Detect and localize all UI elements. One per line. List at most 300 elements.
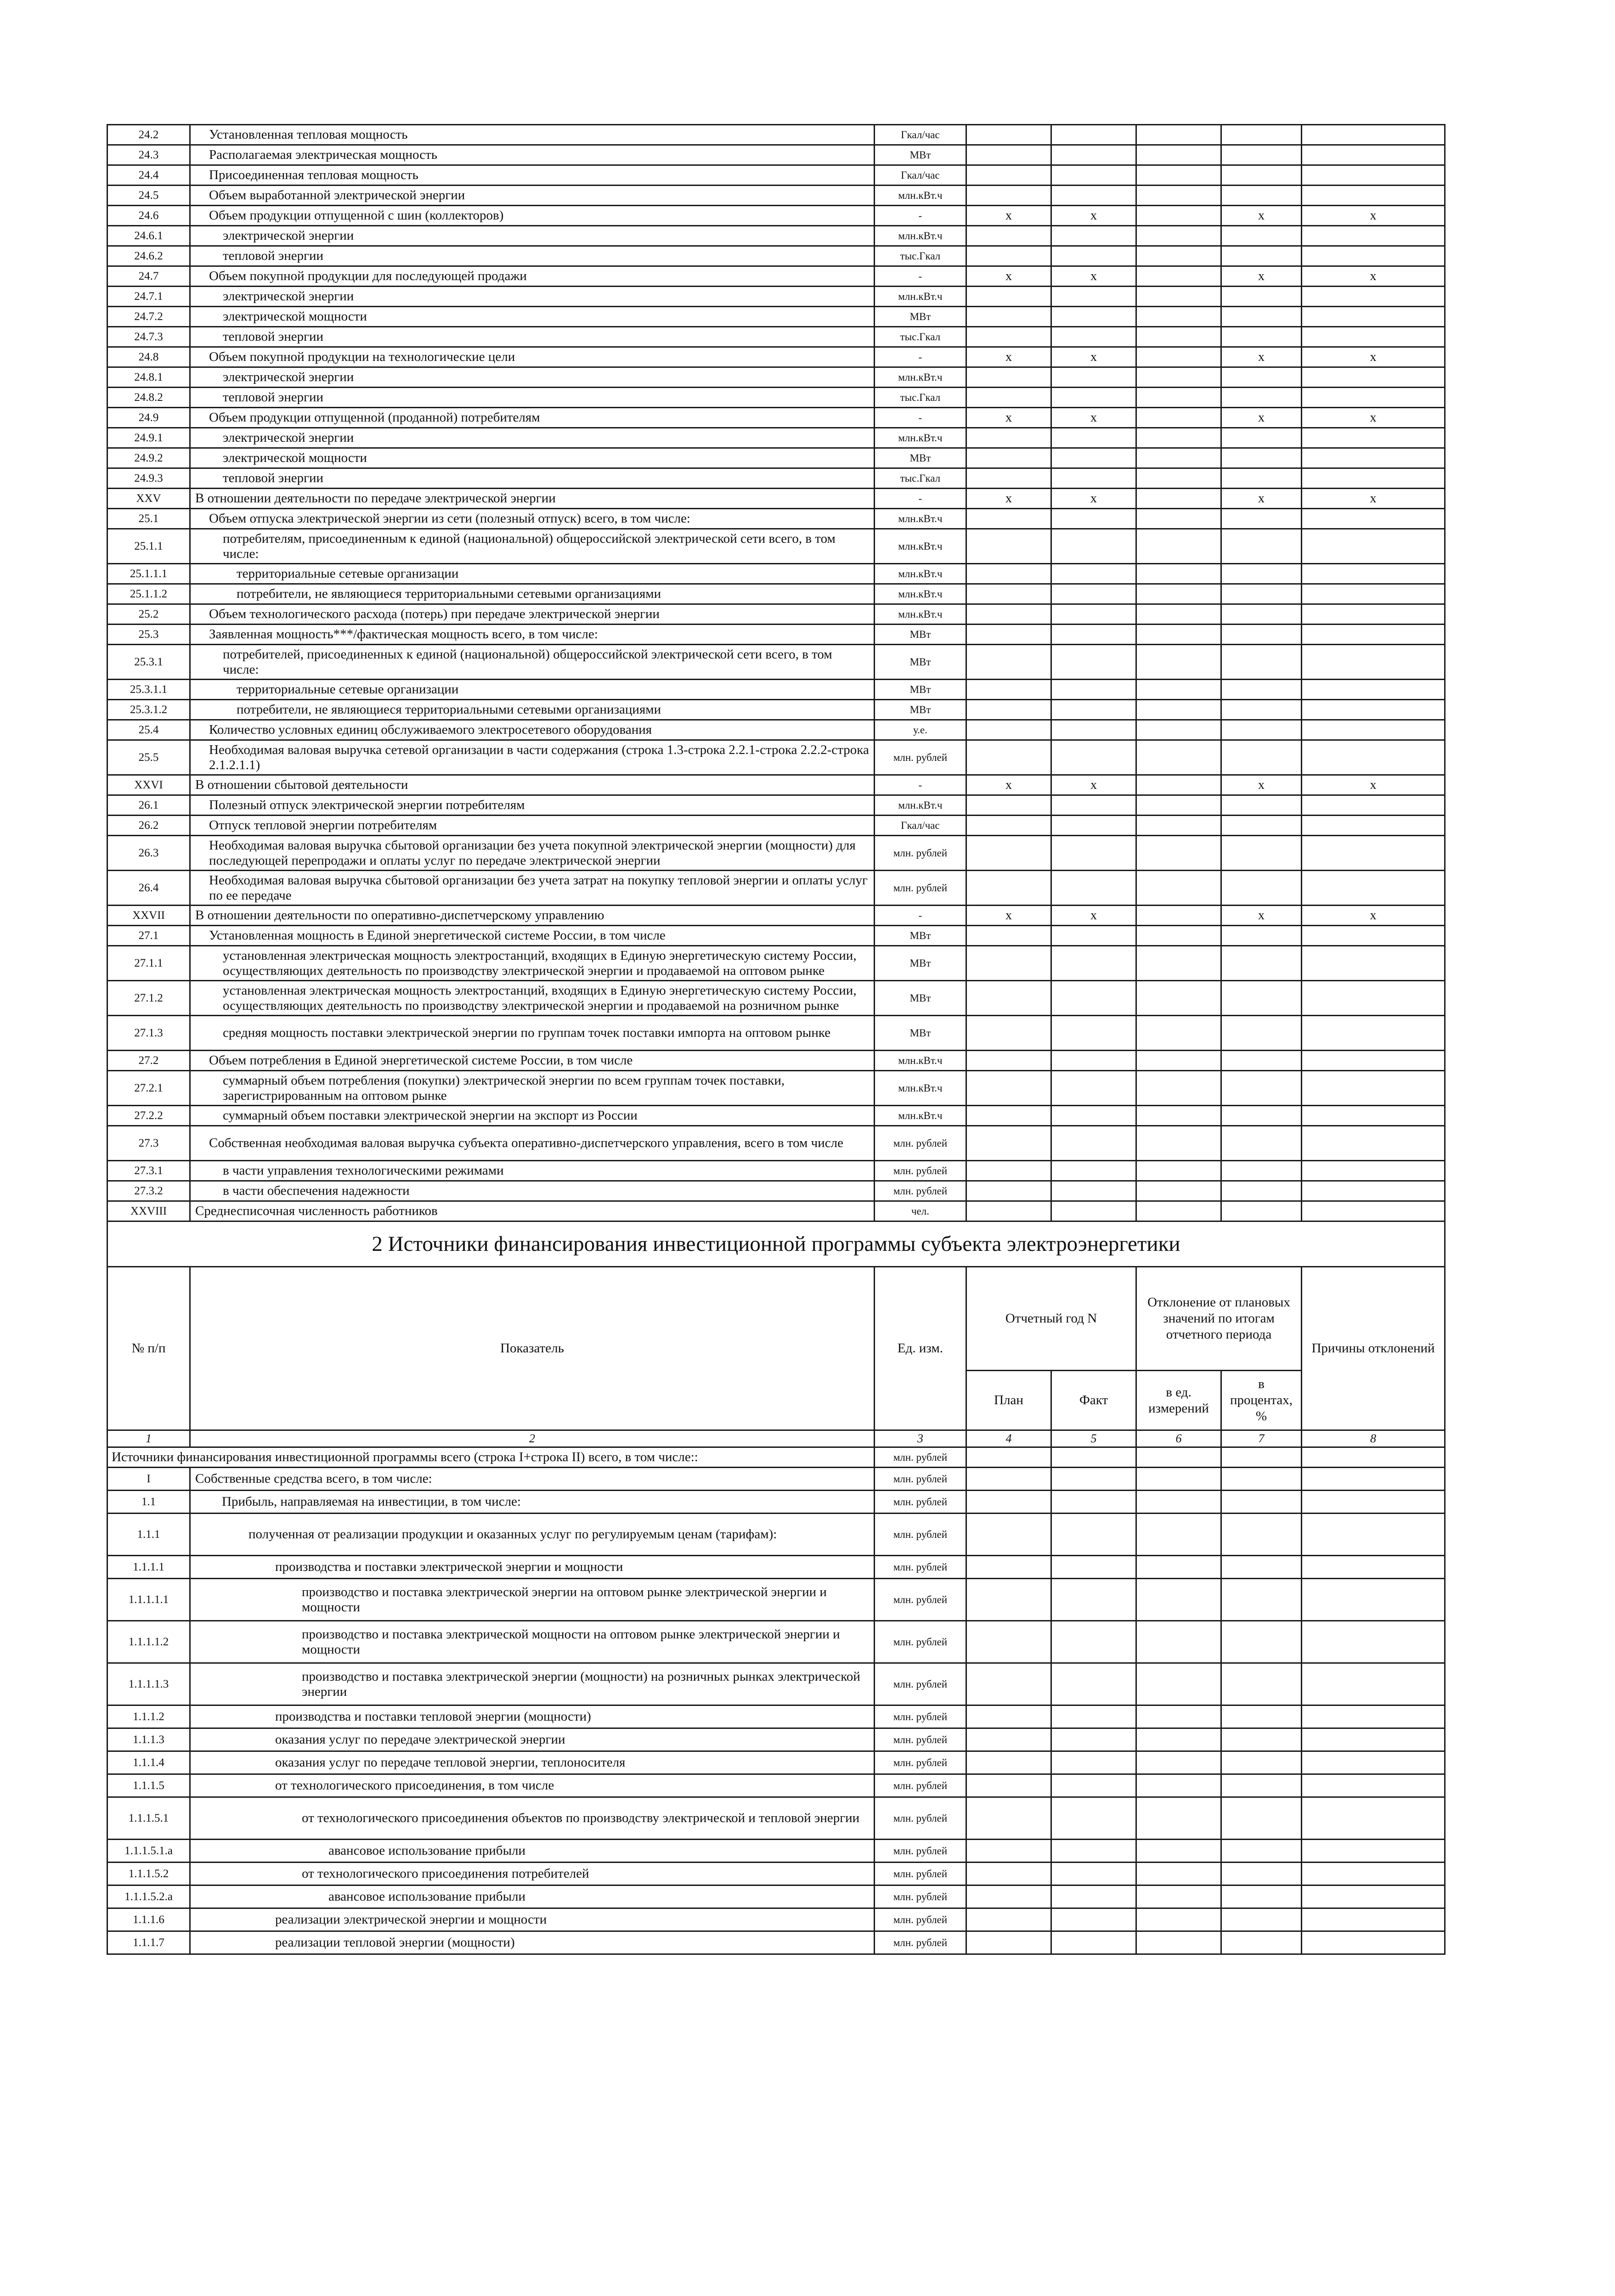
row-number: 26.4 [107,871,190,906]
row-number: 24.5 [107,186,190,206]
cell-plan [966,871,1051,906]
cell-fact [1051,1016,1136,1051]
indicators-table [107,124,1446,1955]
cell-dev-percent [1221,529,1302,564]
cell-dev-units [1136,1556,1221,1579]
row-number: 24.9 [107,408,190,428]
table-row [107,448,1445,468]
row-label: территориальные сетевые организации [190,680,875,700]
row-number: 27.3 [107,1126,190,1161]
row-label: Располагаемая электрическая мощность [190,145,875,165]
table-row [107,287,1445,307]
cell-fact [1051,448,1136,468]
cell-reasons [1302,625,1445,645]
cell-dev-percent [1221,327,1302,347]
cell-reasons [1302,1201,1445,1221]
cell-dev-units [1136,509,1221,529]
cell-dev-percent [1221,1705,1302,1728]
cell-reasons [1302,165,1445,186]
row-number: 1.1.1.1.3 [107,1663,190,1705]
cell-fact [1051,700,1136,720]
cell-fact [1051,468,1136,489]
row-unit: млн. рублей [875,1663,966,1705]
row-label: установленная электрическая мощность электростанций, входящих в Единую энергетическую систему России, осуществляющих деятельность по производству электрической энергии и продаваемой на оптовом рынке [190,946,875,981]
cell-fact [1051,1863,1136,1885]
cell-reasons [1302,1885,1445,1908]
row-unit: Гкал/час [875,125,966,145]
cell-dev-percent [1221,926,1302,946]
cell-plan [966,645,1051,680]
row-label: потребители, не являющиеся территориальными сетевыми организациями [190,584,875,604]
row-unit: млн.кВт.ч [875,564,966,584]
row-unit: МВт [875,981,966,1016]
row-label: Объем продукции отпущенной (проданной) потребителям [190,408,875,428]
row-label: Установленная тепловая мощность [190,125,875,145]
row-unit: млн. рублей [875,1705,966,1728]
table-row [107,408,1445,428]
cell-fact [1051,1774,1136,1797]
total-row-label: Источники финансирования инвестиционной программы всего (строка I+строка II) всего, в том числе:: [107,1447,875,1468]
row-unit: - [875,489,966,509]
cell-fact-x-mark: x [1051,906,1136,926]
row-unit: млн.кВт.ч [875,529,966,564]
cell-reasons [1302,1161,1445,1181]
row-unit: - [875,347,966,367]
cell-dev-units [1136,720,1221,740]
cell-reasons-x-mark: x [1302,266,1445,287]
row-unit: - [875,266,966,287]
cell-dev-percent [1221,795,1302,816]
row-label: потребителям, присоединенным к единой (национальной) общероссийской электрической сети всего, в том числе: [190,529,875,564]
cell-reasons [1302,287,1445,307]
cell-plan [966,1126,1051,1161]
table-row [107,1931,1445,1954]
cell-dev-percent [1221,1840,1302,1863]
row-label: электрической мощности [190,448,875,468]
cell-plan [966,1728,1051,1751]
row-number: 24.2 [107,125,190,145]
cell-plan [966,1051,1051,1071]
row-number: 25.5 [107,740,190,775]
row-unit: млн. рублей [875,1621,966,1663]
row-number: 27.2.2 [107,1106,190,1126]
cell-reasons [1302,700,1445,720]
cell-reasons [1302,509,1445,529]
row-label: территориальные сетевые организации [190,564,875,584]
row-label: производство и поставка электрической мощности на оптовом рынке электрической энергии и мощности [190,1621,875,1663]
cell-dev-percent-x-mark: x [1221,775,1302,795]
section2-title-row [107,1221,1445,1267]
cell-dev-units [1136,981,1221,1016]
cell-dev-percent [1221,226,1302,246]
indicators-table-body [107,125,1445,1221]
row-unit: МВт [875,926,966,946]
cell-dev-units [1136,1071,1221,1106]
row-label: от технологического присоединения объектов по производству электрической и тепловой энергии [190,1797,875,1840]
cell-dev-percent [1221,307,1302,327]
header-num: № п/п [107,1267,190,1430]
row-number: 27.1.1 [107,946,190,981]
row-number: 25.3.1.2 [107,700,190,720]
table-row [107,388,1445,408]
cell-reasons [1302,327,1445,347]
row-label: в части обеспечения надежности [190,1181,875,1201]
row-unit: - [875,206,966,226]
table-row [107,775,1445,795]
row-unit: млн. рублей [875,1579,966,1621]
row-number: 25.1 [107,509,190,529]
cell-plan [966,529,1051,564]
row-label: Необходимая валовая выручка сетевой организации в части содержания (строка 1.3-строка 2.2.1-строка 2.2.2-строка 2.1.2.1.1) [190,740,875,775]
cell-reasons [1302,1126,1445,1161]
cell-reasons [1302,1556,1445,1579]
cell-dev-units [1136,145,1221,165]
row-number: 24.4 [107,165,190,186]
cell-plan [966,795,1051,816]
cell-plan-x-mark: x [966,347,1051,367]
row-number: 24.3 [107,145,190,165]
row-label: В отношении деятельности по оперативно-диспетчерскому управлению [190,906,875,926]
row-number: 27.3.1 [107,1161,190,1181]
row-unit: - [875,408,966,428]
cell-dev-percent [1221,1728,1302,1751]
row-number: 24.7.2 [107,307,190,327]
cell-dev-units [1136,625,1221,645]
row-number: 24.7.1 [107,287,190,307]
row-unit: тыс.Гкал [875,468,966,489]
row-number: XXVIII [107,1201,190,1221]
row-number: 26.1 [107,795,190,816]
table-row [107,125,1445,145]
cell-dev-percent [1221,1126,1302,1161]
row-unit: млн. рублей [875,1908,966,1931]
cell-reasons [1302,1774,1445,1797]
cell-fact [1051,1514,1136,1556]
cell-reasons [1302,1491,1445,1514]
cell-dev-percent [1221,1908,1302,1931]
cell-fact [1051,1621,1136,1663]
row-unit: млн. рублей [875,871,966,906]
cell-reasons [1302,564,1445,584]
cell-plan-x-mark: x [966,489,1051,509]
cell-plan-x-mark: x [966,775,1051,795]
cell-fact [1051,1705,1136,1728]
row-label: Необходимая валовая выручка сбытовой организации без учета затрат на покупку тепловой энергии и оплаты услуг по ее передаче [190,871,875,906]
cell-plan [966,625,1051,645]
cell-dev-units [1136,1728,1221,1751]
cell-fact-x-mark: x [1051,489,1136,509]
cell-reasons [1302,1468,1445,1491]
row-label: производства и поставки тепловой энергии (мощности) [190,1705,875,1728]
cell-dev-units [1136,1126,1221,1161]
cell-reasons [1302,428,1445,448]
row-label: Собственная необходимая валовая выручка субъекта оперативно-диспетчерского управления, всего в том числе [190,1126,875,1161]
cell-plan [966,1840,1051,1863]
cell-plan [966,1468,1051,1491]
row-unit: млн. рублей [875,1556,966,1579]
cell-plan [966,165,1051,186]
table-row [107,700,1445,720]
cell-dev-percent-x-mark: x [1221,266,1302,287]
row-label: Объем отпуска электрической энергии из сети (полезный отпуск) всего, в том числе: [190,509,875,529]
col-number: 5 [1051,1430,1136,1447]
cell-dev-units [1136,836,1221,871]
row-unit: млн. рублей [875,1797,966,1840]
row-label: Количество условных единиц обслуживаемого электросетевого оборудования [190,720,875,740]
row-label: реализации электрической энергии и мощности [190,1908,875,1931]
table-row [107,327,1445,347]
row-unit: тыс.Гкал [875,327,966,347]
header-fact: Факт [1051,1371,1136,1430]
cell-plan [966,700,1051,720]
cell-fact-x-mark: x [1051,775,1136,795]
cell-reasons [1302,246,1445,266]
row-label: Установленная мощность в Единой энергетической системе России, в том числе [190,926,875,946]
row-unit: - [875,906,966,926]
header-dev-units: в ед. измерений [1136,1371,1221,1430]
cell-plan [966,428,1051,448]
cell-reasons [1302,1751,1445,1774]
cell-reasons [1302,1181,1445,1201]
cell-fact [1051,625,1136,645]
row-label: авансовое использование прибыли [190,1840,875,1863]
cell-reasons [1302,795,1445,816]
cell-plan [966,448,1051,468]
cell-plan [966,1016,1051,1051]
row-unit: МВт [875,700,966,720]
cell-fact [1051,981,1136,1016]
cell-fact [1051,1908,1136,1931]
cell-reasons [1302,1908,1445,1931]
cell-dev-percent [1221,1797,1302,1840]
cell-dev-percent [1221,625,1302,645]
row-number: 1.1.1.6 [107,1908,190,1931]
row-unit: млн. рублей [875,1863,966,1885]
row-unit: Гкал/час [875,816,966,836]
row-number: XXVII [107,906,190,926]
row-label: в части управления технологическими режимами [190,1161,875,1181]
cell-dev-percent [1221,468,1302,489]
row-label: Полезный отпуск электрической энергии потребителям [190,795,875,816]
row-unit: млн.кВт.ч [875,226,966,246]
row-label: электрической энергии [190,226,875,246]
cell-dev-units [1136,327,1221,347]
row-number: 1.1.1.3 [107,1728,190,1751]
cell-fact-x-mark: x [1051,206,1136,226]
cell-reasons [1302,946,1445,981]
cell-fact [1051,145,1136,165]
cell-plan [966,720,1051,740]
row-number: 25.2 [107,604,190,625]
cell-dev-percent [1221,428,1302,448]
row-label: тепловой энергии [190,388,875,408]
cell-fact [1051,1447,1136,1468]
row-label: средняя мощность поставки электрической энергии по группам точек поставки импорта на оптовом рынке [190,1016,875,1051]
cell-plan [966,1908,1051,1931]
cell-plan [966,604,1051,625]
row-number: 1.1.1.5 [107,1774,190,1797]
table-row [107,906,1445,926]
col-number: 7 [1221,1430,1302,1447]
row-number: 25.1.1.2 [107,584,190,604]
row-number: 24.6 [107,206,190,226]
cell-dev-units [1136,700,1221,720]
cell-dev-units [1136,1663,1221,1705]
table-row [107,1016,1445,1051]
cell-reasons [1302,1621,1445,1663]
row-number: 25.3.1.1 [107,680,190,700]
row-unit: МВт [875,145,966,165]
cell-fact [1051,1556,1136,1579]
cell-dev-percent [1221,1663,1302,1705]
cell-dev-units [1136,165,1221,186]
cell-plan [966,145,1051,165]
row-number: 24.6.2 [107,246,190,266]
row-label: производство и поставка электрической энергии на оптовом рынке электрической энергии и мощности [190,1579,875,1621]
table-row [107,468,1445,489]
row-unit: МВт [875,307,966,327]
table-row [107,1071,1445,1106]
cell-reasons [1302,1728,1445,1751]
header-plan: План [966,1371,1051,1430]
cell-fact [1051,1051,1136,1071]
cell-fact [1051,1181,1136,1201]
cell-plan-x-mark: x [966,206,1051,226]
cell-dev-percent [1221,1201,1302,1221]
row-unit: млн. рублей [875,740,966,775]
row-number: 24.9.3 [107,468,190,489]
cell-fact [1051,1161,1136,1181]
cell-dev-units [1136,408,1221,428]
cell-reasons [1302,1579,1445,1621]
row-unit: МВт [875,625,966,645]
cell-dev-percent [1221,186,1302,206]
table-row [107,1579,1445,1621]
cell-dev-units [1136,1840,1221,1863]
cell-plan [966,1751,1051,1774]
table-row [107,1728,1445,1751]
cell-reasons [1302,529,1445,564]
cell-fact [1051,1579,1136,1621]
cell-reasons-x-mark: x [1302,489,1445,509]
cell-plan [966,307,1051,327]
row-number: 1.1.1.1 [107,1556,190,1579]
row-number: 24.7.3 [107,327,190,347]
cell-dev-units [1136,1863,1221,1885]
row-label: Объем выработанной электрической энергии [190,186,875,206]
table-row [107,1774,1445,1797]
row-label: В отношении деятельности по передаче электрической энергии [190,489,875,509]
cell-dev-units [1136,489,1221,509]
cell-plan [966,1663,1051,1705]
cell-dev-percent [1221,1774,1302,1797]
cell-fact [1051,1885,1136,1908]
cell-fact [1051,1840,1136,1863]
cell-plan [966,125,1051,145]
table-row [107,165,1445,186]
cell-dev-percent [1221,700,1302,720]
row-number: 27.2.1 [107,1071,190,1106]
row-label: электрической энергии [190,428,875,448]
table-row [107,816,1445,836]
row-unit: тыс.Гкал [875,388,966,408]
cell-reasons [1302,1705,1445,1728]
cell-dev-units [1136,266,1221,287]
header-deviation: Отклонение от плановых значений по итогам отчетного периода [1136,1267,1302,1371]
cell-fact [1051,564,1136,584]
row-label: тепловой энергии [190,327,875,347]
cell-plan [966,816,1051,836]
cell-fact [1051,836,1136,871]
table-row [107,1863,1445,1885]
cell-dev-percent [1221,1621,1302,1663]
cell-plan [966,367,1051,388]
cell-fact-x-mark: x [1051,408,1136,428]
row-unit: млн. рублей [875,1126,966,1161]
row-number: 24.8 [107,347,190,367]
cell-dev-percent [1221,1016,1302,1051]
table-row [107,926,1445,946]
cell-fact [1051,287,1136,307]
row-number: 1.1 [107,1491,190,1514]
row-label: потребители, не являющиеся территориальными сетевыми организациями [190,700,875,720]
cell-plan [966,1161,1051,1181]
cell-plan [966,981,1051,1016]
row-label: тепловой энергии [190,468,875,489]
row-label: от технологического присоединения потребителей [190,1863,875,1885]
table-row [107,1751,1445,1774]
row-label: Объем продукции отпущенной с шин (коллекторов) [190,206,875,226]
row-number: 24.9.2 [107,448,190,468]
row-label: производство и поставка электрической энергии (мощности) на розничных рынках электрической энергии [190,1663,875,1705]
cell-dev-units [1136,448,1221,468]
cell-plan [966,509,1051,529]
cell-dev-units [1136,795,1221,816]
cell-dev-percent [1221,564,1302,584]
cell-dev-percent-x-mark: x [1221,906,1302,926]
table-row [107,1181,1445,1201]
cell-reasons [1302,226,1445,246]
cell-fact [1051,246,1136,266]
cell-fact [1051,1126,1136,1161]
cell-fact [1051,645,1136,680]
row-label: потребителей, присоединенных к единой (национальной) общероссийской электрической сети всего, в том числе: [190,645,875,680]
cell-fact [1051,388,1136,408]
cell-plan [966,186,1051,206]
cell-plan [966,388,1051,408]
cell-plan [966,564,1051,584]
cell-dev-units [1136,604,1221,625]
row-unit: - [875,775,966,795]
cell-dev-units [1136,186,1221,206]
row-number: 24.8.2 [107,388,190,408]
cell-dev-percent [1221,981,1302,1016]
cell-fact [1051,946,1136,981]
cell-dev-units [1136,740,1221,775]
row-unit: МВт [875,946,966,981]
row-number: 1.1.1.5.2 [107,1863,190,1885]
table-row [107,1840,1445,1863]
cell-reasons [1302,816,1445,836]
cell-dev-percent [1221,1491,1302,1514]
row-label: суммарный объем потребления (покупки) электрической энергии по всем группам точек поставки, зарегистрированным на оптовом рынке [190,1071,875,1106]
column-numbers-row [107,1430,1445,1447]
cell-reasons [1302,307,1445,327]
table-row [107,680,1445,700]
cell-fact [1051,1071,1136,1106]
row-number: 1.1.1.1.1 [107,1579,190,1621]
row-number: 27.3.2 [107,1181,190,1201]
